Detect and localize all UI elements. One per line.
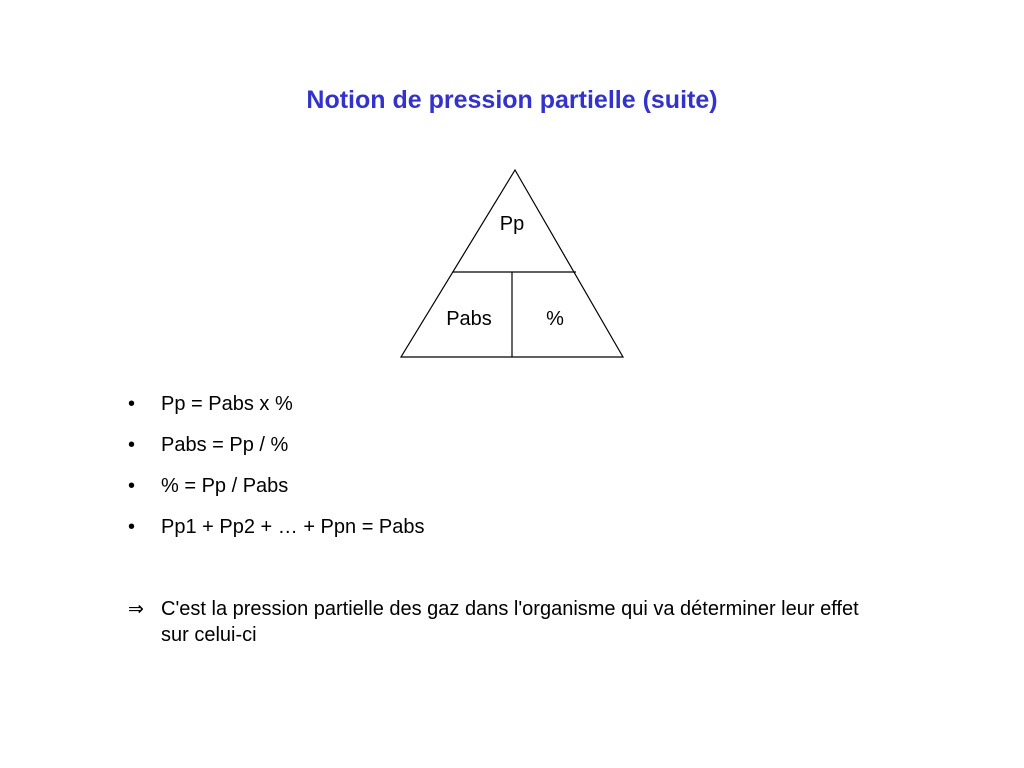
list-item <box>128 473 425 514</box>
triangle-bottom-right-label: % <box>546 308 564 330</box>
list-item <box>128 391 425 432</box>
partial-pressure-triangle-diagram <box>398 166 628 362</box>
formula-bullet-list <box>128 391 425 555</box>
bullet-marker: • <box>128 393 136 415</box>
triangle-bottom-left-label: Pabs <box>446 308 492 330</box>
conclusion-text: C'est la pression partielle des gaz dans l'organisme qui va déterminer leur effet sur celui-ci <box>161 598 859 646</box>
formula-text: % = Pp / Pabs <box>161 475 289 497</box>
triangle-svg <box>398 166 628 362</box>
bullet-marker: • <box>128 475 136 497</box>
list-item <box>128 432 425 473</box>
conclusion-paragraph <box>128 596 888 648</box>
bullet-marker: • <box>128 434 136 456</box>
implies-arrow-icon: ⇒ <box>128 598 144 620</box>
formula-text: Pabs = Pp / % <box>161 434 289 456</box>
formula-text: Pp1 + Pp2 + … + Ppn = Pabs <box>161 516 425 538</box>
bullet-marker: • <box>128 516 136 538</box>
slide-title: Notion de pression partielle (suite) <box>306 86 718 114</box>
formula-text: Pp = Pabs x % <box>161 393 293 415</box>
list-item <box>128 514 425 555</box>
triangle-top-label: Pp <box>499 213 525 235</box>
